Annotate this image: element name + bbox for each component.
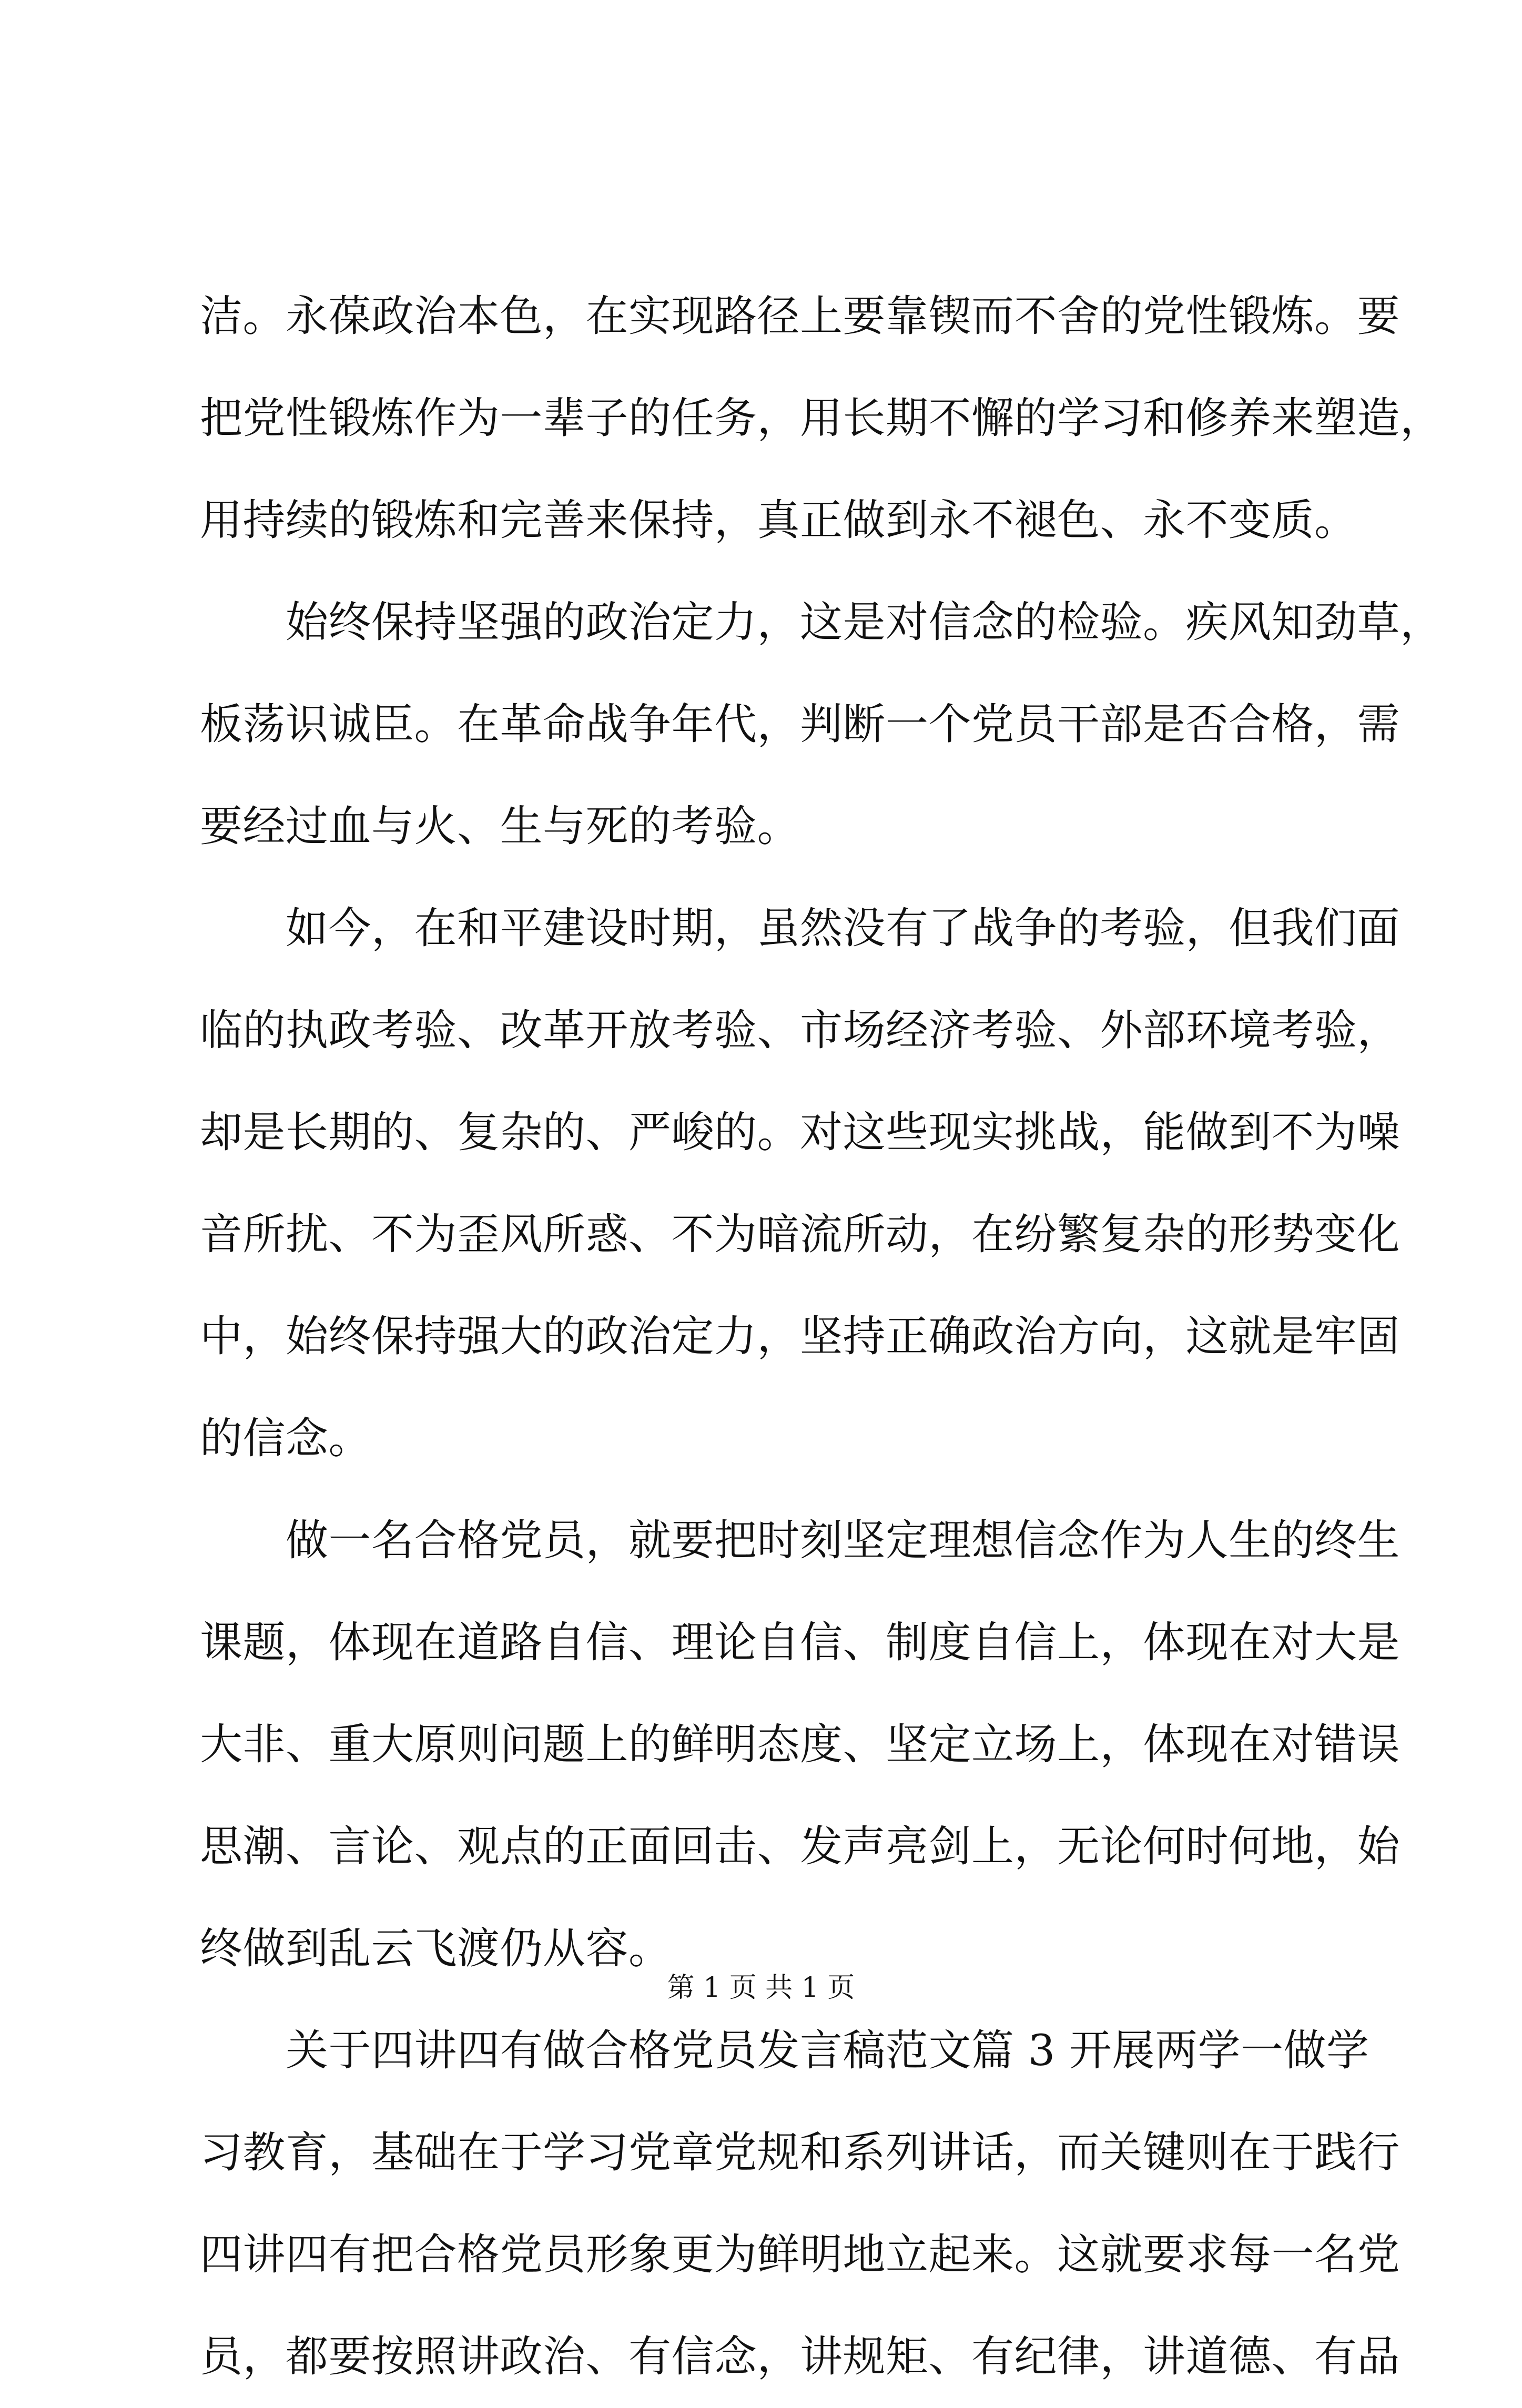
text-line: 洁。永葆政治本色，在实现路径上要靠锲而不舍的党性锻炼。要 [200, 292, 1401, 341]
text-line: 四讲四有把合格党员形象更为鲜明地立起来。这就要求每一名党 [200, 2230, 1401, 2280]
text-line: 中，始终保持强大的政治定力，坚持正确政治方向，这就是牢固 [200, 1312, 1401, 1362]
text-line: 课题，体现在道路自信、理论自信、制度自信上，体现在对大是 [200, 1618, 1401, 1668]
text-line: 关于四讲四有做合格党员发言稿范文篇 3 开展两学一做学 [200, 2026, 1369, 2076]
text-line: 用持续的锻炼和完善来保持，真正做到永不褪色、永不变质。 [200, 496, 1357, 545]
text-line: 临的执政考验、改革开放考验、市场经济考验、外部环境考验， [200, 1006, 1401, 1055]
document-body [200, 266, 1443, 2408]
text-line: 员，都要按照讲政治、有信念，讲规矩、有纪律，讲道德、有品 [200, 2332, 1401, 2382]
text-line: 始终保持坚强的政治定力，这是对信念的检验。疾风知劲草， [200, 598, 1443, 647]
text-line: 却是长期的、复杂的、严峻的。对这些现实挑战，能做到不为噪 [200, 1108, 1401, 1157]
text-line: 如今，在和平建设时期，虽然没有了战争的考验，但我们面 [200, 904, 1401, 953]
text-line: 习教育，基础在于学习党章党规和系列讲话，而关键则在于践行 [200, 2128, 1401, 2178]
text-line: 音所扰、不为歪风所惑、不为暗流所动，在纷繁复杂的形势变化 [200, 1210, 1401, 1259]
text-line: 思潮、言论、观点的正面回击、发声亮剑上，无论何时何地，始 [200, 1822, 1401, 1872]
text-line: 要经过血与火、生与死的考验。 [200, 802, 800, 851]
text-line: 终做到乱云飞渡仍从容。 [200, 1924, 672, 1974]
text-line: 大非、重大原则问题上的鲜明态度、坚定立场上，体现在对错误 [200, 1720, 1401, 1770]
text-line: 的信念。 [200, 1414, 372, 1464]
text-line: 板荡识诚臣。在革命战争年代，判断一个党员干部是否合格，需 [200, 700, 1401, 749]
text-line: 做一名合格党员，就要把时刻坚定理想信念作为人生的终生 [200, 1516, 1401, 1566]
text-line: 把党性锻炼作为一辈子的任务，用长期不懈的学习和修养来塑造， [200, 394, 1443, 443]
page-footer: 第 1 页 共 1 页 [667, 1972, 855, 2004]
